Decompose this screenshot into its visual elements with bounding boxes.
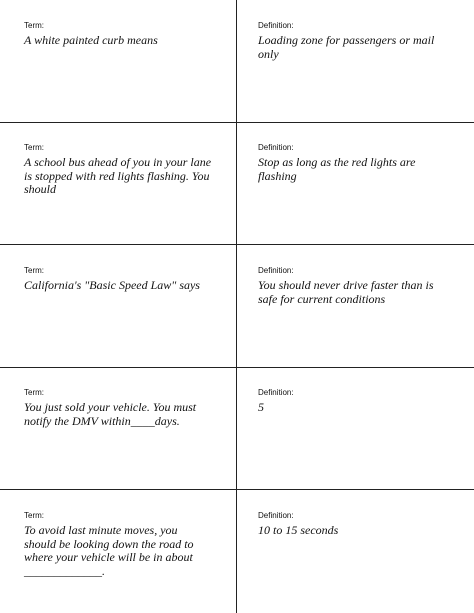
term-label: Term:	[24, 511, 44, 520]
term-cell-3	[0, 266, 236, 293]
definition-label: Definition:	[258, 511, 294, 520]
term-cell-5	[0, 511, 236, 578]
row-divider	[0, 367, 474, 368]
definition-cell-1	[237, 21, 474, 61]
definition-cell-3	[237, 266, 474, 306]
definition-label: Definition:	[258, 21, 294, 30]
definition-text: 10 to 15 seconds	[258, 523, 339, 537]
definition-text: 5	[258, 400, 264, 414]
definition-text: Loading zone for passengers or mail only	[258, 33, 435, 61]
term-label: Term:	[24, 388, 44, 397]
term-cell-1	[0, 21, 236, 48]
term-cell-4	[0, 388, 236, 428]
definition-text: Stop as long as the red lights are flashing	[258, 155, 416, 183]
term-cell-2	[0, 143, 236, 197]
term-label: Term:	[24, 143, 44, 152]
row-divider	[0, 244, 474, 245]
term-text: To avoid last minute moves, you should be looking down the road to where your vehicle will be in about _____________.	[24, 523, 194, 578]
definition-cell-5	[237, 511, 474, 538]
definition-label: Definition:	[258, 266, 294, 275]
definition-cell-2	[237, 143, 474, 183]
term-text: California's "Basic Speed Law" says	[24, 278, 200, 292]
row-divider	[0, 122, 474, 123]
term-text: You just sold your vehicle. You must notify the DMV within____days.	[24, 400, 197, 428]
term-text: A white painted curb means	[24, 33, 158, 47]
definition-text: You should never drive faster than is safe for current conditions	[258, 278, 434, 306]
definition-cell-4	[237, 388, 474, 415]
definition-label: Definition:	[258, 143, 294, 152]
term-label: Term:	[24, 266, 44, 275]
row-divider	[0, 489, 474, 490]
definition-label: Definition:	[258, 388, 294, 397]
term-text: A school bus ahead of you in your lane is stopped with red lights flashing. You should	[24, 155, 212, 196]
term-label: Term:	[24, 21, 44, 30]
